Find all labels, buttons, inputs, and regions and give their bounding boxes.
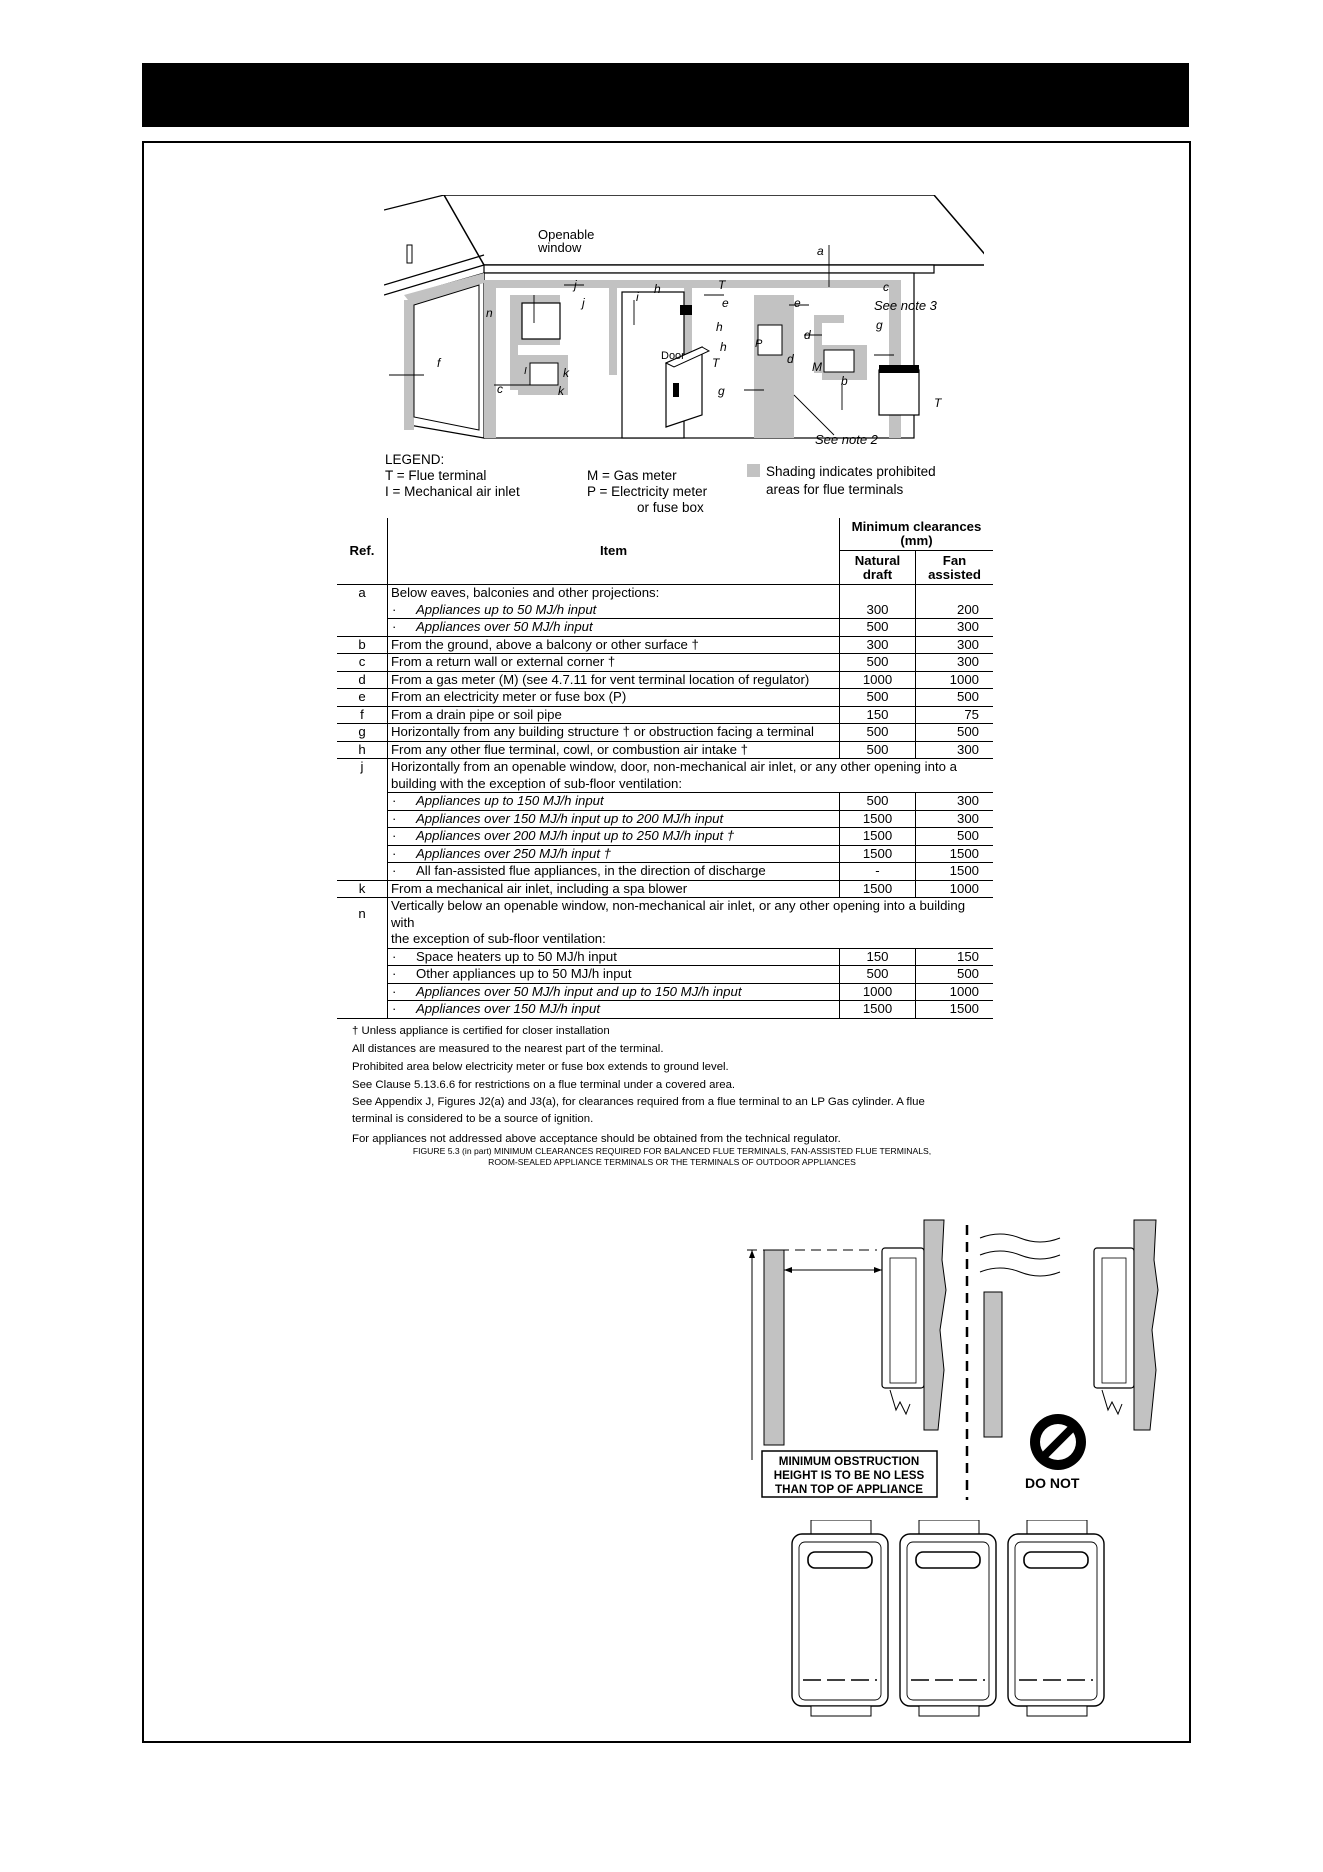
row-fan: 500 bbox=[916, 966, 994, 984]
row-fan: 300 bbox=[916, 654, 994, 672]
label-k2: k bbox=[558, 384, 564, 398]
legend-p2: or fuse box bbox=[637, 500, 704, 515]
row-ref bbox=[337, 810, 388, 828]
table-row bbox=[337, 948, 993, 966]
row-ref: n bbox=[337, 898, 388, 932]
note-1: † Unless appliance is certified for closer installation bbox=[352, 1025, 610, 1037]
row-item: Below eaves, balconies and other projections: bbox=[391, 585, 660, 600]
openable-window-label: Openable window bbox=[538, 227, 595, 255]
label-i-box: I bbox=[524, 366, 527, 377]
row-natural: 500 bbox=[840, 741, 916, 759]
row-ref bbox=[337, 948, 388, 966]
row-item: · Appliances over 50 MJ/h input and up to 150 MJ/h input bbox=[388, 983, 840, 1001]
row-natural: 1500 bbox=[840, 845, 916, 863]
roof bbox=[444, 195, 984, 265]
legend-heading: LEGEND: bbox=[385, 452, 445, 467]
row-ref bbox=[337, 602, 388, 619]
row-item: From an electricity meter or fuse box (P) bbox=[388, 689, 840, 707]
figure-caption: FIGURE 5.3 (in part) MINIMUM CLEARANCES REQUIRED FOR BALANCED FLUE TERMINALS, FAN-ASSISTED FLUE TERMINALS, ROOM-SEALED APPLIANCE TERMINALS OR THE TERMINALS OF OUTDOOR APPLIANCES bbox=[412, 1146, 932, 1167]
label-d2: d bbox=[787, 352, 794, 366]
table-row bbox=[337, 619, 993, 637]
row-item: · Space heaters up to 50 MJ/h input bbox=[388, 948, 840, 966]
row-ref bbox=[337, 845, 388, 863]
row-item: · Appliances over 150 MJ/h input bbox=[388, 1001, 840, 1019]
row-fan: 200 bbox=[916, 602, 994, 619]
row-natural: 300 bbox=[840, 602, 916, 619]
row-ref bbox=[337, 1001, 388, 1019]
row-natural: 500 bbox=[840, 654, 916, 672]
row-fan: 300 bbox=[916, 810, 994, 828]
row-ref bbox=[337, 828, 388, 846]
label-h3: h bbox=[720, 340, 727, 354]
label-i: i bbox=[636, 290, 639, 304]
row-fan bbox=[916, 585, 994, 602]
openable-window-shape bbox=[522, 303, 560, 339]
row-item: From the ground, above a balcony or other surface † bbox=[388, 636, 840, 654]
row-item: building with the exception of sub-floor ventilation: bbox=[388, 776, 994, 793]
row-ref: e bbox=[337, 689, 388, 707]
col-min-clearances: Minimum clearances (mm) bbox=[840, 518, 994, 551]
row-item: · All fan-assisted flue appliances, in the direction of discharge bbox=[388, 863, 840, 881]
row-fan: 1500 bbox=[916, 863, 994, 881]
see-note-2-label: See note 2 bbox=[815, 432, 878, 447]
row-item: Horizontally from an openable window, door, non-mechanical air inlet, or any other opening into a bbox=[391, 759, 957, 774]
row-ref bbox=[337, 983, 388, 1001]
row-fan: 150 bbox=[916, 948, 994, 966]
water-heaters-illustration bbox=[787, 1520, 1117, 1720]
label-e2: e bbox=[794, 296, 801, 310]
row-fan: 500 bbox=[916, 828, 994, 846]
table-row bbox=[337, 880, 993, 898]
row-item: · Appliances over 150 MJ/h input up to 200 MJ/h input bbox=[388, 810, 840, 828]
row-ref bbox=[337, 793, 388, 811]
row-item: From a gas meter (M) (see 4.7.11 for vent terminal location of regulator) bbox=[388, 671, 840, 689]
table-row bbox=[337, 671, 993, 689]
house-clearance-diagram bbox=[384, 195, 984, 450]
note-7: For appliances not addressed above acceptance should be obtained from the technical regulator. bbox=[352, 1133, 841, 1145]
row-item: Horizontally from any building structure † or obstruction facing a terminal bbox=[388, 724, 840, 742]
table-row bbox=[337, 1001, 993, 1019]
label-d: d bbox=[804, 328, 811, 342]
water-heater-unit bbox=[792, 1520, 888, 1716]
row-fan: 1500 bbox=[916, 845, 994, 863]
row-item: · Appliances up to 50 MJ/h input bbox=[388, 602, 840, 619]
do-not-label: DO NOT bbox=[1025, 1475, 1080, 1491]
row-item: Vertically below an openable window, non-mechanical air inlet, or any other opening into a building with bbox=[391, 898, 966, 930]
table-row bbox=[337, 828, 993, 846]
row-fan: 300 bbox=[916, 741, 994, 759]
label-g2: g bbox=[718, 384, 725, 398]
row-item: the exception of sub-floor ventilation: bbox=[388, 931, 994, 948]
door-label: Door bbox=[661, 350, 685, 362]
row-natural bbox=[840, 585, 916, 602]
legend-shading: Shading indicates prohibited bbox=[766, 464, 936, 479]
label-b: b bbox=[841, 374, 848, 388]
row-item: · Appliances over 200 MJ/h input up to 250 MJ/h input † bbox=[388, 828, 840, 846]
label-j2: j bbox=[582, 296, 585, 310]
legend-m: M = Gas meter bbox=[587, 468, 677, 483]
col-ref: Ref. bbox=[337, 518, 388, 585]
row-natural: 150 bbox=[840, 948, 916, 966]
legend-p: P = Electricity meter bbox=[587, 484, 708, 499]
table-row bbox=[337, 845, 993, 863]
table-row bbox=[337, 654, 993, 672]
row-natural: 500 bbox=[840, 689, 916, 707]
row-natural: 500 bbox=[840, 793, 916, 811]
col-item: Item bbox=[388, 518, 840, 585]
clearance-table bbox=[337, 518, 993, 1019]
row-ref bbox=[337, 966, 388, 984]
row-fan: 75 bbox=[916, 706, 994, 724]
row-natural: 300 bbox=[840, 636, 916, 654]
row-item: From a mechanical air inlet, including a spa blower bbox=[388, 880, 840, 898]
label-t2: T bbox=[712, 356, 720, 370]
label-h2: h bbox=[716, 320, 723, 334]
table-row bbox=[337, 810, 993, 828]
row-natural: 1500 bbox=[840, 880, 916, 898]
table-row bbox=[337, 793, 993, 811]
row-fan: 300 bbox=[916, 793, 994, 811]
row-ref: a bbox=[337, 585, 388, 602]
row-ref bbox=[337, 931, 388, 948]
row-natural: 1500 bbox=[840, 810, 916, 828]
table-row bbox=[337, 741, 993, 759]
label-t3: T bbox=[934, 396, 942, 410]
col-natural: Natural draft bbox=[840, 551, 916, 585]
row-natural: 1500 bbox=[840, 828, 916, 846]
row-item: From a drain pipe or soil pipe bbox=[388, 706, 840, 724]
row-ref bbox=[337, 619, 388, 637]
row-natural: 500 bbox=[840, 619, 916, 637]
legend-i: I = Mechanical air inlet bbox=[385, 484, 520, 499]
label-m: M bbox=[812, 360, 822, 374]
table-row bbox=[337, 689, 993, 707]
obstruction-note: MINIMUM OBSTRUCTION HEIGHT IS TO BE NO LESS THAN TOP OF APPLIANCE bbox=[773, 1455, 925, 1496]
see-note-3-label: See note 3 bbox=[874, 298, 937, 313]
table-row bbox=[337, 898, 993, 932]
note-5: See Appendix J, Figures J2(a) and J3(a), for clearances required from a flue terminal to an LP Gas cylinder. A flue bbox=[352, 1096, 925, 1108]
row-fan: 1500 bbox=[916, 1001, 994, 1019]
table-row bbox=[337, 863, 993, 881]
notes bbox=[352, 1022, 992, 1148]
label-j: j bbox=[574, 278, 577, 292]
row-ref: k bbox=[337, 880, 388, 898]
legend-t: T = Flue terminal bbox=[385, 468, 487, 483]
row-item: · Appliances over 50 MJ/h input bbox=[388, 619, 840, 637]
row-fan: 1000 bbox=[916, 880, 994, 898]
row-ref: c bbox=[337, 654, 388, 672]
legend-shading-swatch bbox=[747, 464, 760, 477]
header-bar bbox=[142, 63, 1189, 127]
row-ref: b bbox=[337, 636, 388, 654]
label-g: g bbox=[876, 318, 883, 332]
row-fan: 500 bbox=[916, 724, 994, 742]
table-row bbox=[337, 966, 993, 984]
table-row bbox=[337, 931, 993, 948]
table-row bbox=[337, 724, 993, 742]
table-row bbox=[337, 585, 993, 602]
table-row bbox=[337, 706, 993, 724]
row-natural: 150 bbox=[840, 706, 916, 724]
label-h: h bbox=[654, 282, 661, 296]
label-c: c bbox=[883, 280, 889, 294]
label-c2: c bbox=[497, 382, 503, 396]
row-natural: - bbox=[840, 863, 916, 881]
row-ref: h bbox=[337, 741, 388, 759]
label-f: f bbox=[437, 356, 441, 370]
row-ref bbox=[337, 863, 388, 881]
label-t: T bbox=[718, 278, 726, 292]
note-3: Prohibited area below electricity meter or fuse box extends to ground level. bbox=[352, 1061, 729, 1073]
row-item: · Other appliances up to 50 MJ/h input bbox=[388, 966, 840, 984]
table-row bbox=[337, 759, 993, 776]
row-fan: 1000 bbox=[916, 671, 994, 689]
row-ref: j bbox=[337, 759, 388, 776]
label-p: P bbox=[755, 338, 763, 350]
label-a: a bbox=[817, 244, 824, 258]
row-natural: 1000 bbox=[840, 983, 916, 1001]
row-ref: g bbox=[337, 724, 388, 742]
row-fan: 1000 bbox=[916, 983, 994, 1001]
label-e: e bbox=[722, 296, 729, 310]
row-fan: 300 bbox=[916, 619, 994, 637]
table-row bbox=[337, 602, 993, 619]
row-item: · Appliances up to 150 MJ/h input bbox=[388, 793, 840, 811]
row-natural: 1500 bbox=[840, 1001, 916, 1019]
row-fan: 500 bbox=[916, 689, 994, 707]
row-ref: d bbox=[337, 671, 388, 689]
row-ref bbox=[337, 776, 388, 793]
legend-shading2: areas for flue terminals bbox=[766, 482, 904, 497]
row-item: From a return wall or external corner † bbox=[388, 654, 840, 672]
label-k: k bbox=[563, 366, 569, 380]
note-2: All distances are measured to the nearest part of the terminal. bbox=[352, 1043, 664, 1055]
row-item: · Appliances over 250 MJ/h input † bbox=[388, 845, 840, 863]
row-item: From any other flue terminal, cowl, or combustion air intake † bbox=[388, 741, 840, 759]
table-row bbox=[337, 636, 993, 654]
label-n: n bbox=[486, 306, 493, 320]
note-6: terminal is considered to be a source of ignition. bbox=[352, 1113, 594, 1125]
table-row bbox=[337, 983, 993, 1001]
row-fan: 300 bbox=[916, 636, 994, 654]
col-fan: Fan assisted bbox=[916, 551, 994, 585]
table-row bbox=[337, 776, 993, 793]
row-ref: f bbox=[337, 706, 388, 724]
note-4: See Clause 5.13.6.6 for restrictions on a flue terminal under a covered area. bbox=[352, 1079, 736, 1091]
row-natural: 500 bbox=[840, 966, 916, 984]
row-natural: 500 bbox=[840, 724, 916, 742]
row-natural: 1000 bbox=[840, 671, 916, 689]
